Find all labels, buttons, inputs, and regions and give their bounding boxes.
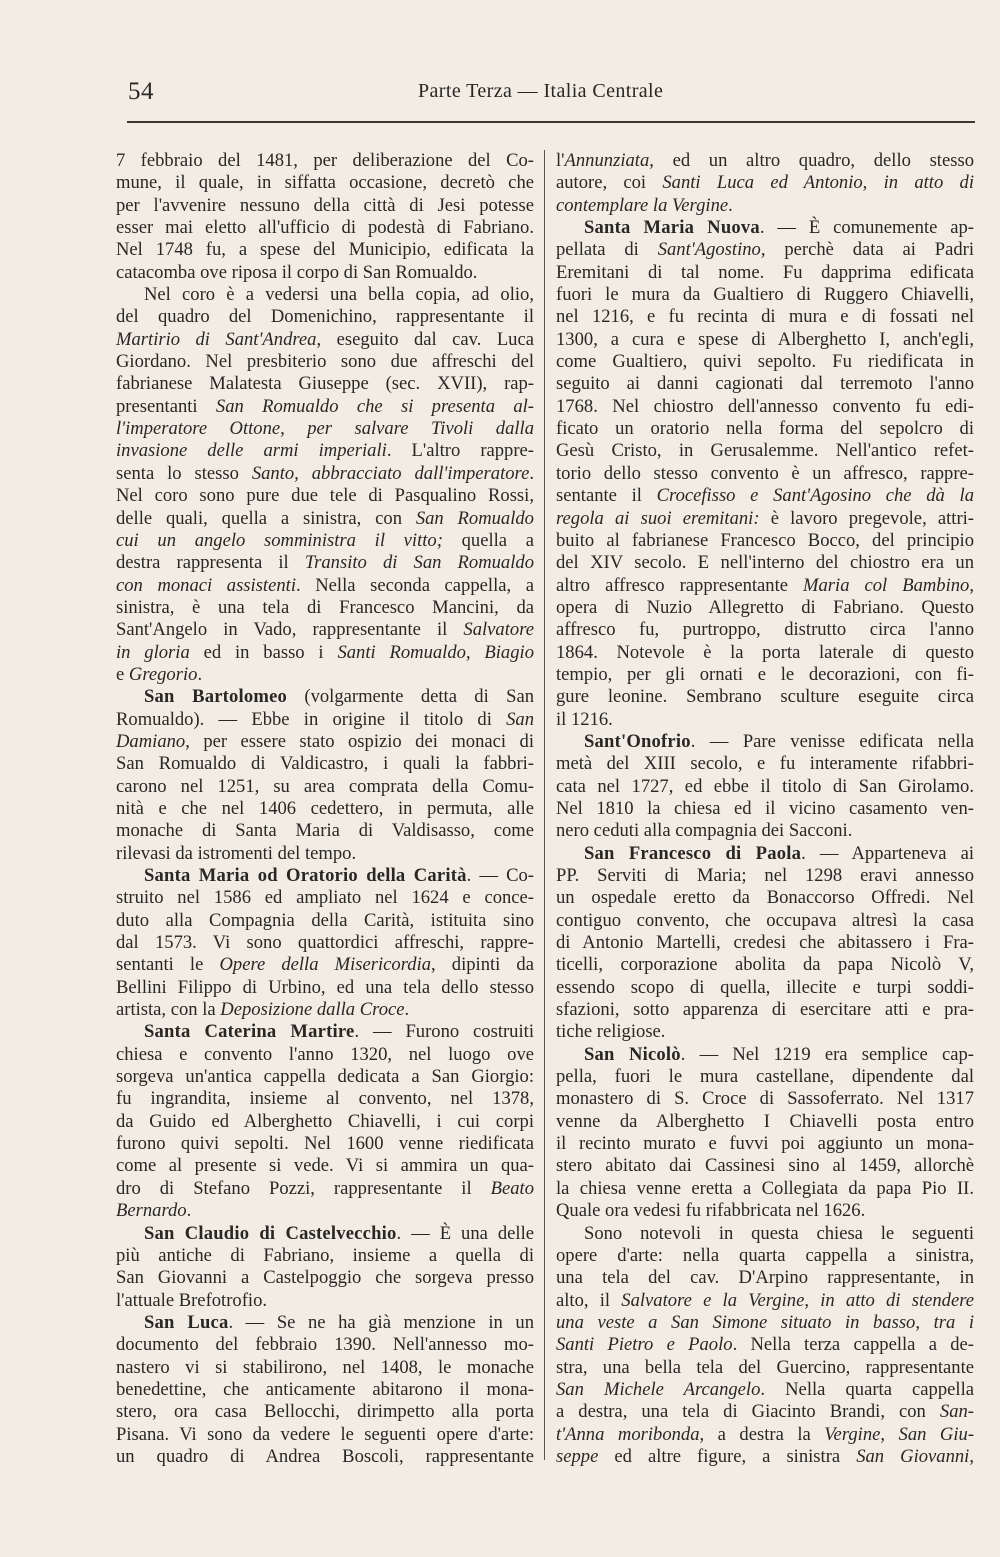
text-line: t'Anna moribonda, a destra la Vergine, San Giu- <box>556 1423 975 1445</box>
text-line: artista, con la Deposizione dalla Croce. <box>116 999 410 1021</box>
text-line: tempio, per gli ornati e le decorazioni, con fi- <box>556 663 974 685</box>
text-line: pellata di Sant'Agostino, perchè data ai Padri <box>556 239 974 261</box>
text-line: senta lo stesso Santo, abbracciato dall'imperatore. <box>116 462 534 484</box>
text-line: 1768. Nel chiostro dell'annesso convento fu edi- <box>556 395 974 417</box>
text-line: destra rappresenta il Transito di San Romualdo <box>116 552 534 574</box>
text-line: la chiesa venne eretta a Collegiata da papa Pio II. <box>556 1177 974 1199</box>
text-line: un quadro di Andrea Boscoli, rappresentante <box>116 1445 534 1467</box>
page-number: 54 <box>128 78 154 105</box>
text-line: San Giovanni a Castelpoggio che sorgeva presso <box>116 1267 534 1289</box>
text-line: essendo scopo di quella, illecite e turpi soddi- <box>556 976 974 998</box>
text-line: rilevasi da istromenti del tempo. <box>116 842 357 864</box>
text-line: stero, ora casa Bellocchi, dirimpetto alla porta <box>116 1401 534 1423</box>
text-line: fabrianese Malatesta Giuseppe (sec. XVII), rap- <box>116 373 534 395</box>
text-line: ticelli, corporazione abolita da papa Nicolò V, <box>556 954 974 976</box>
text-line: mune, il quale, in siffatta occasione, decretò che <box>116 172 534 194</box>
text-line: Bernardo. <box>116 1200 192 1222</box>
text-line: più antiche di Fabriano, insieme a quella di <box>116 1244 534 1266</box>
text-line: Nel coro è a vedersi una bella copia, ad olio, <box>144 284 534 306</box>
text-line: struito nel 1586 ed ampliato nel 1624 e conce- <box>116 887 534 909</box>
text-line: contiguo convento, che occupava altresì la casa <box>556 909 974 931</box>
text-line: Damiano, per essere stato ospizio dei monaci di <box>116 730 534 752</box>
text-line: del XIV secolo. E nell'interno del chiostro era un <box>556 552 974 574</box>
text-line: seguito ai danni cagionati dal terremoto l'anno <box>556 373 974 395</box>
text-line: Quale ora vedesi fu rifabbricata nel 1626. <box>556 1200 866 1222</box>
text-line: presentanti San Romualdo che si presenta al- <box>116 395 534 417</box>
text-line: sentanti le Opere della Misericordia, dipinti da <box>116 954 534 976</box>
text-line: del quadro del Domenichino, rappresentante il <box>116 306 534 328</box>
text-line: l'Annunziata, ed un altro quadro, dello stesso <box>556 150 974 171</box>
text-line: duto alla Compagnia della Carità, istituita sino <box>116 909 534 931</box>
text-line: invasione delle armi imperiali. L'altro rappre- <box>116 440 534 462</box>
text-line: Santa Maria od Oratorio della Carità. — Co- <box>144 865 534 886</box>
text-line: esser mai eletto all'ufficio di podestà di Fabriano. <box>116 217 534 239</box>
text-line: Giordano. Nel presbiterio sono due affreschi del <box>116 351 534 373</box>
text-line: opera di Nuzio Allegretto di Fabriano. Questo <box>556 596 974 618</box>
text-line: sorgeva un'antica cappella dedicata a San Giorgio: <box>116 1066 534 1088</box>
text-line: nero ceduti alla compagnia dei Sacconi. <box>556 820 853 842</box>
text-line: benedettine, che anticamente abitarono il mona- <box>116 1378 534 1400</box>
text-line: cata nel 1727, ed ebbe il titolo di San Girolamo. <box>556 775 974 797</box>
text-line: Sono notevoli in questa chiesa le seguenti <box>584 1222 974 1244</box>
text-line: nel 1216, e fu recinta di mura e di fossati nel <box>556 306 974 328</box>
text-line: gure leonine. Sembrano sculture eseguite circa <box>556 686 974 708</box>
text-line: delle quali, quella a sinistra, con San Romualdo <box>116 507 534 529</box>
text-line: stra, una bella tela del Guercino, rappresentante <box>556 1356 974 1378</box>
text-line: 1864. Notevole è la porta laterale di questo <box>556 641 974 663</box>
text-line: sentante il Crocefisso e Sant'Agosino che dà la <box>556 485 974 507</box>
text-line: come al presente si vede. Vi si ammira un qua- <box>116 1155 534 1177</box>
text-line: Nel coro sono pure due tele di Pasqualino Rossi, <box>116 485 534 507</box>
text-line: Bellini Filippo di Urbino, ed una tela dello stesso <box>116 976 534 998</box>
text-line: l'imperatore Ottone, per salvare Tivoli dalla <box>116 418 534 440</box>
text-line: pella, fuori le mura castellane, dipendente dal <box>556 1066 974 1088</box>
text-line: venne da Alberghetto I Chiavelli posta entro <box>556 1110 974 1132</box>
text-line: alto, il Salvatore e la Vergine, in atto di stendere <box>556 1289 975 1311</box>
text-line: San Francesco di Paola. — Apparteneva ai <box>584 842 974 864</box>
text-line: con monaci assistenti. Nella seconda cappella, a <box>116 574 534 596</box>
text-line: Gesù Cristo, in Gerusalemme. Nell'antico refet- <box>556 440 974 462</box>
text-line: San Luca. — Se ne ha già menzione in un <box>144 1311 534 1333</box>
text-line: ficato un oratorio nella forma del sepolcro di <box>556 418 974 440</box>
text-line: dro di Stefano Pozzi, rappresentante il Beato <box>116 1177 534 1199</box>
text-line: fu ingrandita, insieme al convento, nel 1378, <box>116 1088 534 1110</box>
text-line: chiesa e convento l'anno 1320, nel luogo ove <box>116 1043 534 1065</box>
text-line: torio dello stesso convento è un affresco, rappre- <box>556 462 974 484</box>
text-line: come Gualtiero, quivi sepolto. Fu riedificata in <box>556 351 974 373</box>
text-line: autore, coi Santi Luca ed Antonio, in atto di <box>556 172 974 194</box>
text-line: per l'avvenire nessuno della città di Jesi potesse <box>116 194 534 216</box>
text-line: l'attuale Brefotrofio. <box>116 1289 268 1311</box>
text-line: PP. Serviti di Maria; nel 1298 eravi annesso <box>556 865 974 886</box>
text-line: il 1216. <box>556 708 613 730</box>
text-line: Romualdo). — Ebbe in origine il titolo di San <box>116 708 534 730</box>
text-line: furono quivi sepolti. Nel 1600 venne riedificata <box>116 1133 534 1155</box>
text-line: una tela del cav. D'Arpino rappresentante, in <box>556 1267 974 1289</box>
text-line: San Romualdo di Valdicastro, i quali la fabbri- <box>116 753 534 775</box>
text-line: Santa Maria Nuova. — È comunemente ap- <box>584 217 975 239</box>
text-line: Nel 1810 la chiesa ed il vicino casamento ven- <box>556 797 974 819</box>
text-line: affresco fu, purtroppo, distrutto circa l'anno <box>556 619 974 641</box>
text-line: altro affresco rappresentante Maria col Bambino, <box>556 574 975 596</box>
text-line: in gloria ed in basso i Santi Romualdo, Biagio <box>116 641 534 663</box>
text-line: nastero vi si stabilirono, nel 1408, le monache <box>116 1356 534 1378</box>
text-line: un ospedale eretto da Bonaccorso Offredi. Nel <box>556 887 974 909</box>
text-line: 1300, a cura e spese di Alberghetto I, anch'egli, <box>556 328 974 350</box>
text-line: dal 1573. Vi sono quattordici affreschi, rappre- <box>116 932 534 954</box>
running-head: Parte Terza — Italia Centrale <box>418 80 664 102</box>
text-line: Sant'Onofrio. — Pare venisse edificata nella <box>584 730 974 752</box>
text-line: monastero di S. Croce di Sassoferrato. Nel 1317 <box>556 1088 974 1110</box>
column-divider <box>544 150 545 1460</box>
text-line: buito al fabrianese Francesco Bocco, del principio <box>556 529 974 551</box>
text-line: San Bartolomeo (volgarmente detta di San <box>144 686 534 708</box>
text-line: San Claudio di Castelvecchio. — È una delle <box>144 1222 534 1244</box>
text-line: metà del XIII secolo, e fu interamente rifabbri- <box>556 753 974 775</box>
text-line: una veste a San Simone situato in basso, tra i <box>556 1311 974 1333</box>
text-line: tiche religiose. <box>556 1021 666 1043</box>
text-line: Santa Caterina Martire. — Furono costruiti <box>144 1021 534 1043</box>
text-line: Eremitani di tal nome. Fu dapprima edificata <box>556 261 974 283</box>
text-line: Sant'Angelo in Vado, rappresentante il Salvatore <box>116 619 534 641</box>
text-line: Martirio di Sant'Andrea, eseguito dal cav. Luca <box>116 328 534 350</box>
header-rule <box>127 121 975 123</box>
text-line: da Guido ed Alberghetto Chiavelli, i cui corpi <box>116 1110 534 1132</box>
text-line: carono nel 1251, su area comprata della Comu- <box>116 775 534 797</box>
text-line: regola ai suoi eremitani: è lavoro pregevole, attri- <box>556 507 974 529</box>
left-column <box>116 150 534 1468</box>
text-line: a destra, una tela di Giacinto Brandi, con San- <box>556 1401 974 1423</box>
text-line: documento del febbraio 1390. Nell'annesso mo- <box>116 1334 534 1356</box>
page-header <box>128 78 974 108</box>
text-line: il recinto murato e fuvvi poi aggiunto un mona- <box>556 1133 974 1155</box>
text-line: cui un angelo somministra il vitto; quella a <box>116 529 534 551</box>
text-line: contemplare la Vergine. <box>556 194 733 216</box>
text-line: Santi Pietro e Paolo. Nella terza cappella a de- <box>556 1334 974 1356</box>
text-line: di Antonio Martelli, credesi che abitassero i Fra- <box>556 932 974 954</box>
text-line: monache di Santa Maria di Valdisasso, come <box>116 820 534 842</box>
text-line: e Gregorio. <box>116 663 203 685</box>
text-line: San Michele Arcangelo. Nella quarta cappella <box>556 1378 974 1400</box>
text-line: 7 febbraio del 1481, per deliberazione del Co- <box>116 150 534 171</box>
text-line: opere d'arte: nella quarta cappella a sinistra, <box>556 1244 974 1266</box>
text-line: sfazioni, sotto apparenza di esercitare atti e pra- <box>556 999 974 1021</box>
text-line: nità e che nel 1406 cedettero, in permuta, alle <box>116 797 534 819</box>
text-line: catacomba ove riposa il corpo di San Romualdo. <box>116 261 478 283</box>
text-line: Nel 1748 fu, a spese del Municipio, edificata la <box>116 239 534 261</box>
text-line: seppe ed altre figure, a sinistra San Giovanni, <box>556 1445 974 1467</box>
text-line: San Nicolò. — Nel 1219 era semplice cap- <box>584 1043 974 1065</box>
text-line: sinistra, è una tela di Francesco Mancini, da <box>116 596 534 618</box>
text-line: Pisana. Vi sono da vedere le seguenti opere d'arte: <box>116 1423 534 1445</box>
text-line: stero abitato dai Cassinesi sino al 1459, allorchè <box>556 1155 974 1177</box>
text-line: fuori le mura da Gualtiero di Ruggero Chiavelli, <box>556 284 974 306</box>
right-column <box>556 150 974 1468</box>
